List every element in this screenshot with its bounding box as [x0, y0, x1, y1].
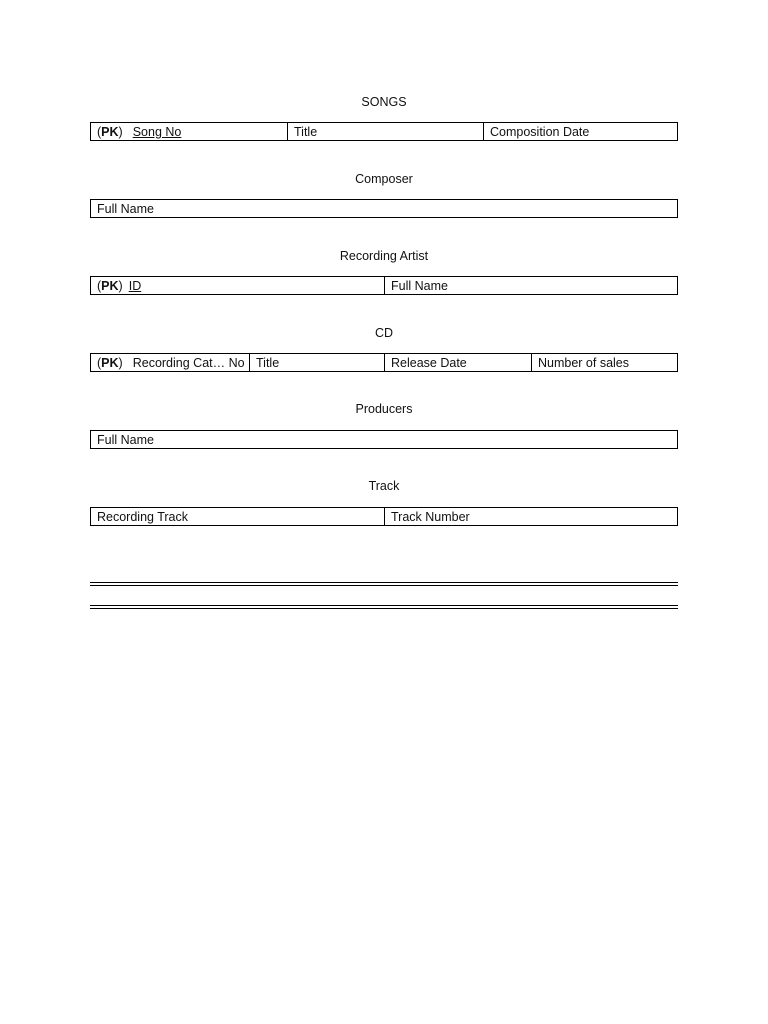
songs-composition-date-cell: Composition Date [490, 124, 590, 139]
recording-artist-table [90, 276, 678, 295]
composer-title: Composer [355, 172, 413, 186]
recording-artist-full-name-cell: Full Name [391, 278, 448, 293]
producers-table [90, 430, 678, 449]
double-rule-divider [90, 582, 678, 586]
cd-title-cell: Title [250, 354, 385, 371]
songs-title: SONGS [361, 95, 407, 109]
pk-marker: (PK) [97, 355, 123, 370]
track-track-number-cell: Track Number [391, 509, 470, 524]
composer-table [90, 199, 678, 218]
pk-marker: (PK) [97, 278, 123, 293]
recording-artist-id: ID [128, 278, 142, 293]
pk-marker: (PK) [97, 124, 123, 139]
recording-artist-pk-cell [91, 277, 385, 294]
songs-table [90, 122, 678, 141]
composer-full-name-cell: Full Name [97, 201, 154, 216]
cd-title: CD [374, 326, 394, 340]
recording-artist-title: Recording Artist [339, 249, 429, 263]
songs-song-no: Song No [132, 124, 182, 139]
cd-table [90, 353, 678, 372]
double-rule-divider [90, 605, 678, 609]
cd-pk-cell [91, 354, 250, 371]
track-table [90, 507, 678, 526]
songs-title-cell: Title [288, 123, 484, 140]
track-title: Track [368, 479, 400, 493]
songs-pk-cell [91, 123, 288, 140]
cd-release-date-cell: Release Date [385, 354, 532, 371]
cd-number-of-sales-cell: Number of sales [538, 355, 630, 370]
producers-full-name-cell: Full Name [97, 432, 154, 447]
cd-recording-cat-no: Recording Cat… No [132, 355, 245, 370]
producers-title: Producers [355, 402, 413, 416]
track-recording-track-cell: Recording Track [91, 508, 385, 525]
